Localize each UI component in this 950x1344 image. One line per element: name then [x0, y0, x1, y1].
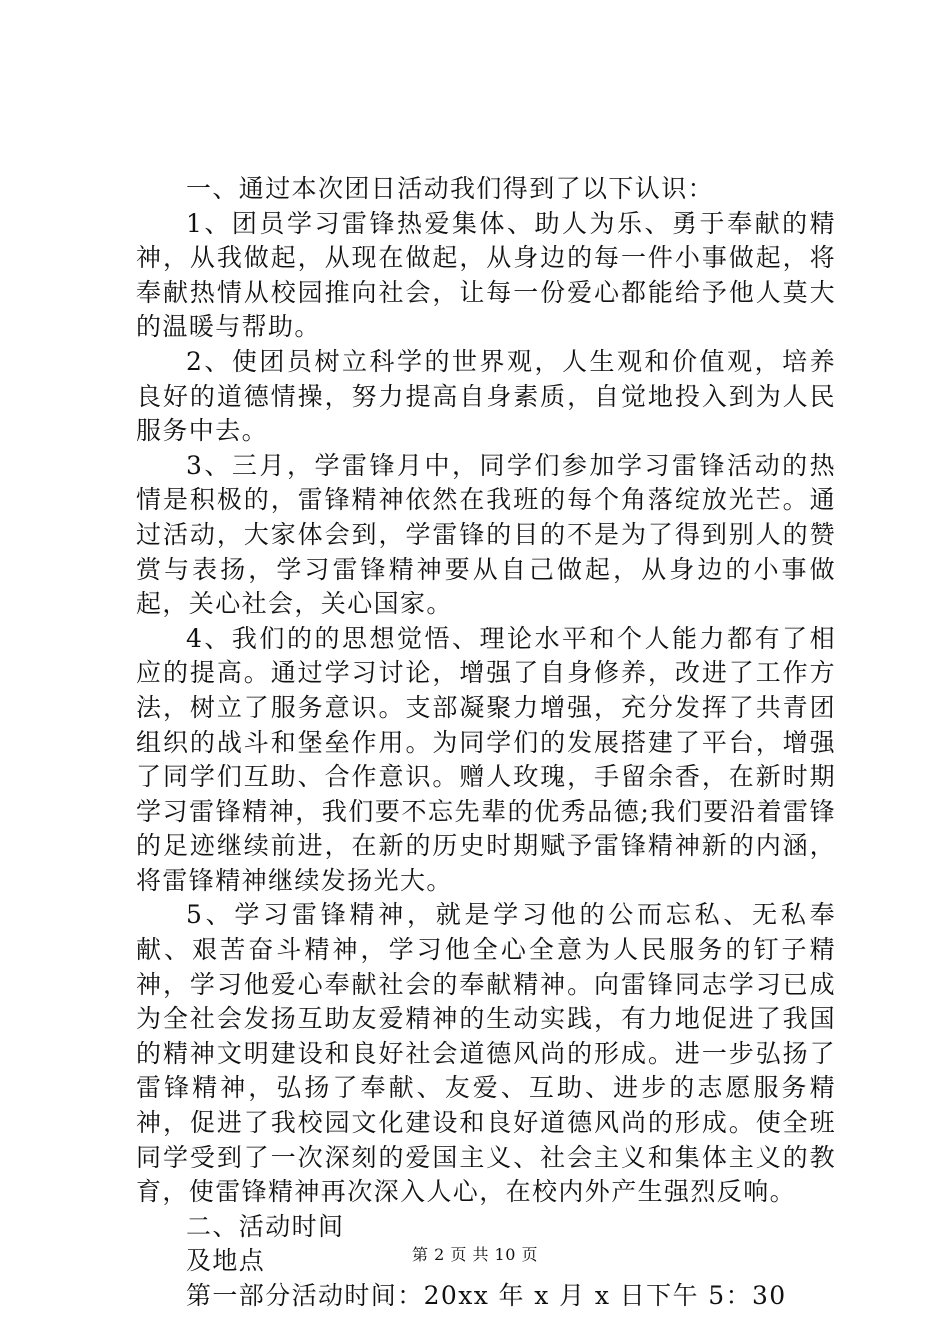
section-heading-understanding: 一、通过本次团日活动我们得到了以下认识：: [186, 174, 715, 203]
paragraph-point-1: 1、团员学习雷锋热爱集体、助人为乐、勇于奉献的精神，从我做起，从现在做起，从身边的每一件小事做起，将奉献热情从校园推向社会，让每一份爱心都能给予他人莫大的温暖与帮助。: [136, 208, 836, 342]
activity-time-line: 第一部分活动时间：20xx 年 x 月 x 日下午 5：30: [186, 1281, 787, 1310]
paragraph-point-5: 5、学习雷锋精神，就是学习他的公而忘私、无私奉献、艰苦奋斗精神，学习他全心全意为人民服务的钉子精神，学习他爱心奉献社会的奉献精神。向雷锋同志学习已成为全社会发扬互助友爱精神的生动实践，有力地促进了我国的精神文明建设和良好社会道德风尚的形成。进一步弘扬了雷锋精神，弘扬了奉献、友爱、互助、进步的志愿服务精神，促进了我校园文化建设和良好道德风尚的形成。使全班同学受到了一次深刻的爱国主义、社会主义和集体主义的教育，使雷锋精神再次深入人心，在校内外产生强烈反响。: [136, 900, 836, 1207]
paragraph-point-3: 3、三月，学雷锋月中，同学们参加学习雷锋活动的热情是积极的，雷锋精神依然在我班的每个角落绽放光芒。通过活动，大家体会到，学雷锋的目的不是为了得到别人的赞赏与表扬，学习雷锋精神要从自己做起，从身边的小事做起，关心社会，关心国家。: [136, 450, 836, 619]
page-footer: [0, 1242, 950, 1265]
document-body: [136, 172, 836, 1314]
paragraph-point-2: 2、使团员树立科学的世界观，人生观和价值观，培养良好的道德情操，努力提高自身素质，自觉地投入到为人民服务中去。: [136, 346, 836, 446]
section-heading-time: 二、活动时间: [186, 1211, 345, 1241]
page-number-label: 第 2 页 共 10 页: [412, 1245, 538, 1264]
section-heading-place: 及地点: [186, 1246, 266, 1276]
paragraph-point-4: 4、我们的的思想觉悟、理论水平和个人能力都有了相应的提高。通过学习讨论，增强了自身修养，改进了工作方法，树立了服务意识。支部凝聚力增强，充分发挥了共青团组织的战斗和堡垒作用。为同学们的发展搭建了平台，增强了同学们互助、合作意识。赠人玫瑰，手留余香，在新时期学习雷锋精神，我们要不忘先辈的优秀品德;我们要沿着雷锋的足迹继续前进，在新的历史时期赋予雷锋精神新的内涵，将雷锋精神继续发扬光大。: [136, 623, 836, 895]
